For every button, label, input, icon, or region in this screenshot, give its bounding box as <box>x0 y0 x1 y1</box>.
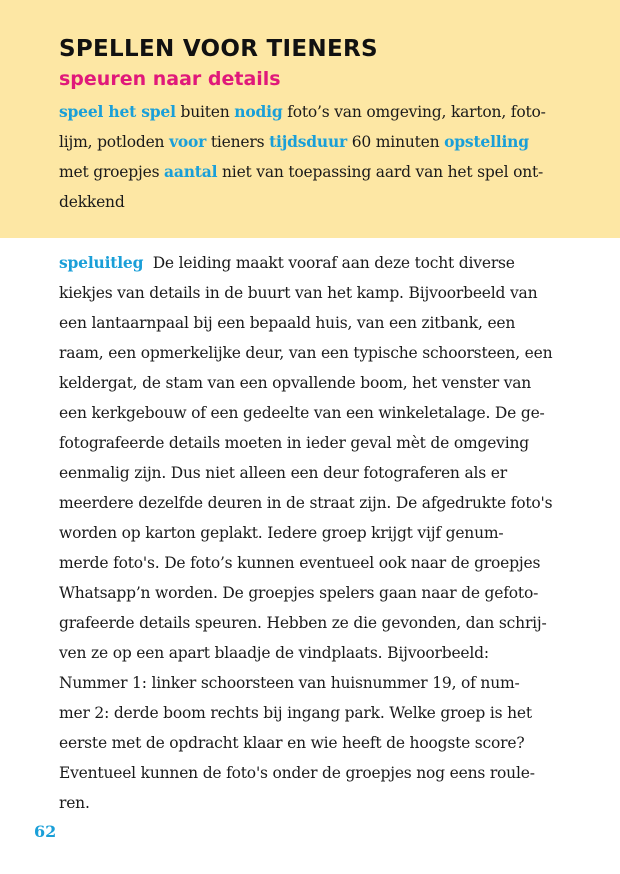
meta-line-1 <box>59 97 569 127</box>
meta-value: niet van toepassing aard van het spel ont- <box>217 163 544 181</box>
keyword-opstelling: opstelling <box>444 132 529 151</box>
body-line: een kerkgebouw of een gedeelte van een winkeletalage. De ge- <box>59 404 545 422</box>
body-line: een lantaarnpaal bij een bepaald huis, van een zitbank, een <box>59 314 516 332</box>
body-line: raam, een opmerkelijke deur, van een typische schoorsteen, een <box>59 344 553 362</box>
body-line: ven ze op een apart blaadje de vindplaats. Bijvoorbeeld: <box>59 644 489 662</box>
page-title: SPELLEN VOOR TIENERS <box>59 36 378 62</box>
body-line: ren. <box>59 794 90 812</box>
body-line: mer 2: derde boom rechts bij ingang park. Welke groep is het <box>59 704 532 722</box>
body-line: eerste met de opdracht klaar en wie heeft de hoogste score? <box>59 734 525 752</box>
body-line <box>59 248 569 278</box>
body-line: Whatsapp’n worden. De groepjes spelers gaan naar de gefoto- <box>59 584 539 602</box>
game-meta <box>59 97 569 217</box>
body-line: grafeerde details speuren. Hebben ze die gevonden, dan schrij- <box>59 614 547 632</box>
meta-value: foto’s van omgeving, karton, foto- <box>282 103 546 121</box>
header-panel <box>0 0 620 238</box>
body-line: merde foto's. De foto’s kunnen eventueel ook naar de groepjes <box>59 554 541 572</box>
page-number: 62 <box>34 822 57 841</box>
page-subtitle: speuren naar details <box>59 68 281 90</box>
meta-value: 60 minuten <box>347 133 445 151</box>
body-line: Nummer 1: linker schoorsteen van huisnummer 19, of num- <box>59 674 520 692</box>
meta-line-2 <box>59 127 569 157</box>
meta-value: lijm, potloden <box>59 133 170 151</box>
meta-line-4: dekkend <box>59 193 125 211</box>
body-line: eenmalig zijn. Dus niet alleen een deur fotograferen als er <box>59 464 507 482</box>
body-line: worden op karton geplakt. Iedere groep krijgt vijf genum- <box>59 524 504 542</box>
meta-value: tieners <box>206 133 270 151</box>
body-line: kiekjes van details in de buurt van het kamp. Bijvoorbeeld van <box>59 284 538 302</box>
keyword-tijdsduur: tijdsduur <box>269 132 348 151</box>
body-line: meerdere dezelfde deuren in de straat zijn. De afgedrukte foto's <box>59 494 553 512</box>
body-line: fotografeerde details moeten in ieder geval mèt de omgeving <box>59 434 529 452</box>
keyword-aantal: aantal <box>164 162 218 181</box>
meta-value: met groepjes <box>59 163 165 181</box>
keyword-voor: voor <box>169 132 207 151</box>
keyword-speel-het-spel: speel het spel <box>59 102 176 121</box>
game-description <box>59 248 569 818</box>
body-line: Eventueel kunnen de foto's onder de groepjes nog eens roule- <box>59 764 535 782</box>
body-first-line-text: De leiding maakt vooraf aan deze tocht diverse <box>143 254 515 272</box>
meta-value: buiten <box>175 103 235 121</box>
keyword-speluitleg: speluitleg <box>59 253 144 272</box>
keyword-nodig: nodig <box>234 102 283 121</box>
meta-line-3 <box>59 157 569 187</box>
body-line: keldergat, de stam van een opvallende boom, het venster van <box>59 374 532 392</box>
